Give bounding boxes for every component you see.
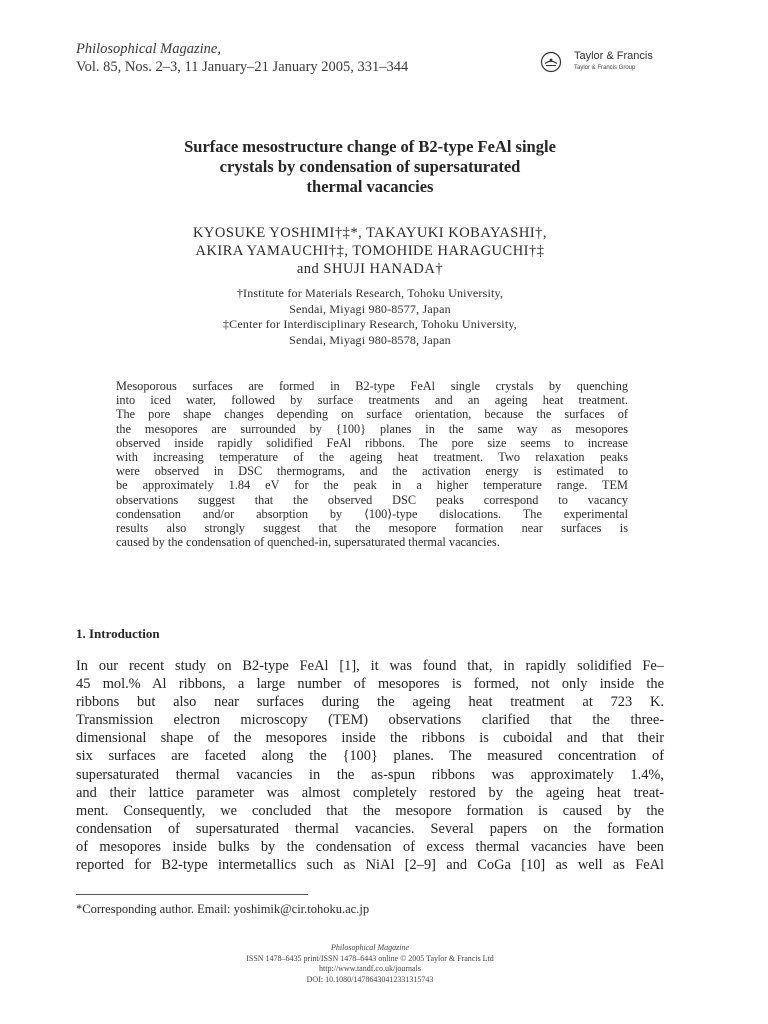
- abstract-line: The pore shape changes depending on surface orientation, because the surfaces of: [116, 407, 628, 422]
- abstract-line: were observed in DSC thermograms, and the activation energy is estimated to: [116, 464, 628, 479]
- abstract-line: caused by the condensation of quenched-in, supersaturated thermal vacancies.: [116, 535, 500, 550]
- abstract-line: be approximately 1.84 eV for the peak in a higher temperature range. TEM: [116, 478, 628, 493]
- author-line: AKIRA YAMAUCHI†‡, TOMOHIDE HARAGUCHI†‡: [195, 243, 545, 259]
- body-line: condensation of supersaturated thermal vacancies. Several papers on the formation: [76, 820, 664, 837]
- affiliation-line: Sendai, Miyagi 980-8577, Japan: [289, 301, 451, 316]
- body-line: reported for B2-type intermetallics such as NiAl [2–9] and CoGa [10] as well as FeAl: [76, 857, 664, 874]
- author-line: KYOSUKE YOSHIMI†‡*, TAKAYUKI KOBAYASHI†,: [192, 225, 548, 241]
- abstract-line: results also strongly suggest that the mesopore formation near surfaces is: [116, 520, 628, 535]
- publication-journal: Philosophical Magazine: [331, 943, 409, 952]
- paper-title: [110, 137, 630, 197]
- doi-line: DOI: 10.1080/14786430412331315743: [306, 974, 434, 984]
- section-heading: 1. Introduction: [76, 626, 160, 641]
- affiliations: [150, 286, 590, 348]
- body-line: ribbons but also near surfaces during the ageing heat treatment at 723 K.: [76, 694, 664, 711]
- title-line: thermal vacancies: [306, 177, 434, 196]
- volume-line: Vol. 85, Nos. 2–3, 11 January–21 January 2005, 331–344: [76, 59, 409, 75]
- author-line: and SHUJI HANADA†: [296, 261, 444, 277]
- body-line: Transmission electron microscopy (TEM) observations clarified that the three-: [76, 712, 664, 729]
- affiliation-line: ‡Center for Interdisciplinary Research, Tohoku University,: [222, 317, 518, 331]
- affiliation-line: †Institute for Materials Research, Tohoku University,: [236, 286, 504, 300]
- footnote-rule: [76, 894, 308, 895]
- body-line: 45 mol.% Al ribbons, a large number of mesopores is formed, not only inside the: [76, 676, 664, 693]
- body-line: In our recent study on B2-type FeAl [1], it was found that, in rapidly solidified Fe–: [76, 658, 664, 674]
- body-line: and their lattice parameter was almost completely restored by the ageing heat treat-: [76, 784, 664, 801]
- body-line: of mesopores inside bulks by the condensation of excess thermal vacancies have been: [76, 838, 664, 855]
- publisher-logo: [540, 48, 670, 78]
- abstract-line: the mesopores are surrounded by {100} planes in the same way as mesopores: [116, 421, 628, 436]
- abstract-line: into iced water, followed by surface treatments and an ageing heat treatment.: [116, 393, 628, 408]
- abstract-line: with increasing temperature of the ageing heat treatment. Two relaxation peaks: [116, 449, 628, 464]
- journal-url: http://www.tandf.co.uk/journals: [319, 964, 421, 973]
- title-line: crystals by condensation of supersaturated: [219, 157, 521, 176]
- affiliation-line: Sendai, Miyagi 980-8578, Japan: [289, 332, 451, 347]
- publisher-logo-icon: [540, 51, 562, 73]
- journal-name: Philosophical Magazine,: [76, 41, 221, 57]
- title-line: Surface mesostructure change of B2-type FeAl single: [184, 137, 556, 156]
- author-list: [110, 224, 630, 278]
- footnote: *Corresponding author. Email: yoshimik@cir.tohoku.ac.jp: [76, 902, 370, 916]
- publisher-logo-text: Taylor & Francis: [574, 50, 653, 62]
- intro-body: [76, 657, 664, 874]
- journal-header: [76, 40, 408, 76]
- publication-info: [150, 943, 590, 985]
- body-line: ment. Consequently, we concluded that the mesopore formation is caused by the: [76, 802, 664, 819]
- body-line: supersaturated thermal vacancies in the as-spun ribbons was approximately 1.4%,: [76, 766, 664, 783]
- abstract-line: observed inside rapidly solidified FeAl ribbons. The pore size seems to increase: [116, 435, 628, 450]
- publisher-logo-subtext: Taylor & Francis Group: [574, 65, 636, 71]
- abstract-line: observations suggest that the observed DSC peaks correspond to vacancy: [116, 492, 628, 507]
- abstract-line: Mesoporous surfaces are formed in B2-type FeAl single crystals by quenching: [116, 379, 628, 393]
- abstract-line: condensation and/or absorption by ⟨100⟩-type dislocations. The experimental: [116, 506, 628, 521]
- abstract: [116, 379, 628, 549]
- body-line: dimensional shape of the mesopores inside the ribbons is cuboidal and that their: [76, 730, 664, 747]
- issn-line: ISSN 1478–6435 print/ISSN 1478–6443 online © 2005 Taylor & Francis Ltd: [246, 953, 494, 963]
- body-line: six surfaces are faceted along the {100} planes. The measured concentration of: [76, 748, 664, 765]
